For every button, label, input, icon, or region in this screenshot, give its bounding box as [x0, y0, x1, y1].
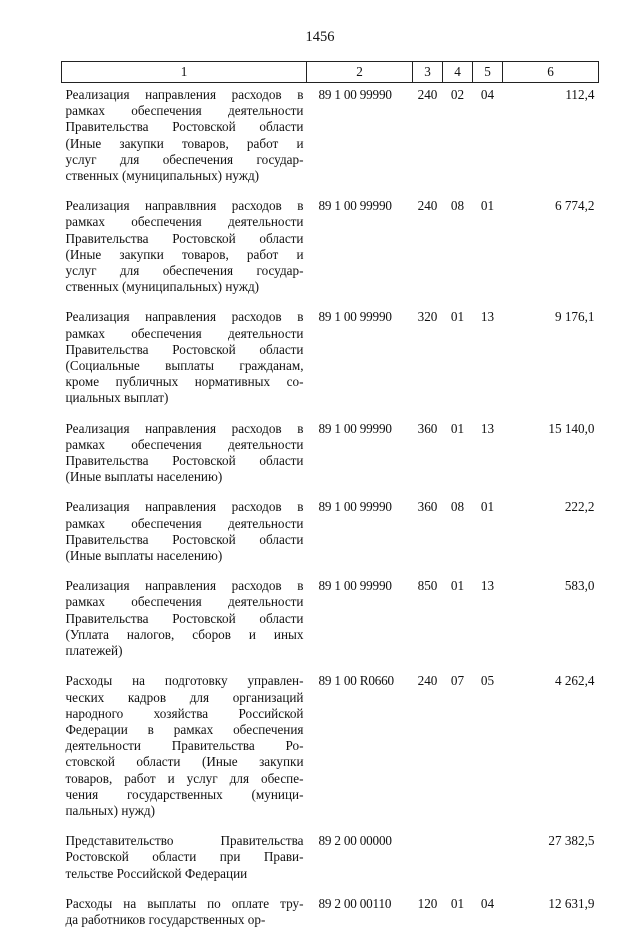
section-code: 01 — [443, 305, 473, 406]
section-code: 07 — [443, 669, 473, 819]
subsection-code: 13 — [473, 305, 503, 406]
expense-name-line: Реализация направления расходов в — [66, 421, 304, 437]
row-spacer-cell — [413, 485, 443, 495]
table-body — [62, 83, 599, 928]
expense-type: 360 — [413, 495, 443, 564]
expense-name — [62, 495, 307, 564]
header-col-1: 1 — [62, 62, 307, 83]
expense-name-line: услуг для обеспечения государ- — [66, 152, 304, 168]
amount: 4 262,4 — [503, 669, 599, 819]
amount: 9 176,1 — [503, 305, 599, 406]
row-spacer — [62, 485, 599, 495]
expense-name — [62, 83, 307, 185]
expense-name-line: платежей) — [66, 643, 304, 659]
expense-type: 240 — [413, 669, 443, 819]
row-spacer-cell — [307, 295, 413, 305]
row-spacer-cell — [307, 819, 413, 829]
row-spacer-cell — [503, 819, 599, 829]
expense-name-line: (Иные закупки товаров, работ и — [66, 136, 304, 152]
amount: 27 382,5 — [503, 829, 599, 882]
row-spacer-cell — [307, 564, 413, 574]
row-spacer-cell — [413, 659, 443, 669]
row-spacer-cell — [473, 407, 503, 417]
budget-table — [61, 61, 599, 928]
row-spacer-cell — [443, 819, 473, 829]
row-spacer-cell — [473, 882, 503, 892]
row-spacer-cell — [307, 882, 413, 892]
expense-name-line: (Иные закупки товаров, работ и — [66, 247, 304, 263]
expense-name-line: Ростовской области при Прави- — [66, 849, 304, 865]
table-row — [62, 417, 599, 486]
row-spacer-cell — [443, 485, 473, 495]
expense-name — [62, 829, 307, 882]
expense-name — [62, 417, 307, 486]
table-row — [62, 892, 599, 928]
row-spacer-cell — [307, 659, 413, 669]
row-spacer-cell — [62, 819, 307, 829]
expense-name-line: рамках обеспечения деятельности — [66, 103, 304, 119]
amount: 12 631,9 — [503, 892, 599, 928]
expense-name-line: кроме публичных нормативных со- — [66, 374, 304, 390]
table-row — [62, 83, 599, 185]
target-code: 89 1 00 99990 — [307, 305, 413, 406]
row-spacer-cell — [62, 407, 307, 417]
table-row — [62, 305, 599, 406]
expense-name-line: Правительства Ростовской области — [66, 231, 304, 247]
expense-name-line: деятельности Правительства Ро- — [66, 738, 304, 754]
section-code: 01 — [443, 417, 473, 486]
amount: 112,4 — [503, 83, 599, 185]
amount: 15 140,0 — [503, 417, 599, 486]
row-spacer-cell — [413, 882, 443, 892]
expense-name-line: (Иные выплаты населению) — [66, 548, 304, 564]
target-code: 89 1 00 R0660 — [307, 669, 413, 819]
expense-type: 850 — [413, 574, 443, 659]
section-code: 01 — [443, 574, 473, 659]
expense-name-line: рамках обеспечения деятельности — [66, 326, 304, 342]
row-spacer-cell — [473, 819, 503, 829]
expense-name-line: (Уплата налогов, сборов и иных — [66, 627, 304, 643]
expense-name-line: ственных (муниципальных) нужд) — [66, 279, 304, 295]
row-spacer — [62, 882, 599, 892]
subsection-code: 05 — [473, 669, 503, 819]
row-spacer-cell — [473, 485, 503, 495]
subsection-code: 13 — [473, 574, 503, 659]
expense-type: 320 — [413, 305, 443, 406]
expense-name-line: услуг для обеспечения государ- — [66, 263, 304, 279]
table-header-row — [62, 62, 599, 83]
target-code: 89 2 00 00000 — [307, 829, 413, 882]
expense-name-line: ственных (муниципальных) нужд) — [66, 168, 304, 184]
row-spacer-cell — [443, 659, 473, 669]
expense-type: 360 — [413, 417, 443, 486]
section-code: 02 — [443, 83, 473, 185]
header-col-4: 4 — [443, 62, 473, 83]
row-spacer-cell — [503, 184, 599, 194]
target-code: 89 1 00 99990 — [307, 495, 413, 564]
row-spacer-cell — [503, 485, 599, 495]
amount: 583,0 — [503, 574, 599, 659]
expense-name — [62, 305, 307, 406]
row-spacer-cell — [413, 564, 443, 574]
expense-name — [62, 574, 307, 659]
expense-name-line: Реализация направления расходов в — [66, 87, 304, 103]
row-spacer-cell — [62, 184, 307, 194]
expense-name-line: пальных) нужд) — [66, 803, 304, 819]
row-spacer-cell — [503, 564, 599, 574]
row-spacer-cell — [413, 184, 443, 194]
expense-name-line: рамках обеспечения деятельности — [66, 594, 304, 610]
amount: 222,2 — [503, 495, 599, 564]
expense-name-line: Расходы на подготовку управлен- — [66, 673, 304, 689]
row-spacer-cell — [473, 659, 503, 669]
header-col-5: 5 — [473, 62, 503, 83]
row-spacer-cell — [307, 485, 413, 495]
expense-name-line: Реализация направления расходов в — [66, 499, 304, 515]
target-code: 89 1 00 99990 — [307, 194, 413, 295]
subsection-code: 01 — [473, 495, 503, 564]
section-code: 08 — [443, 495, 473, 564]
row-spacer-cell — [413, 407, 443, 417]
table-row — [62, 574, 599, 659]
expense-name-line: тельстве Российской Федерации — [66, 866, 304, 882]
section-code — [443, 829, 473, 882]
expense-name-line: да работников государственных ор- — [66, 912, 304, 928]
row-spacer-cell — [503, 407, 599, 417]
row-spacer-cell — [443, 882, 473, 892]
expense-type: 120 — [413, 892, 443, 928]
expense-name — [62, 194, 307, 295]
expense-name-line: Расходы на выплаты по оплате тру- — [66, 896, 304, 912]
header-col-6: 6 — [503, 62, 599, 83]
expense-type — [413, 829, 443, 882]
subsection-code: 04 — [473, 892, 503, 928]
row-spacer-cell — [503, 659, 599, 669]
expense-name-line: рамках обеспечения деятельности — [66, 214, 304, 230]
row-spacer — [62, 184, 599, 194]
expense-name-line: Правительства Ростовской области — [66, 611, 304, 627]
expense-name-line: (Социальные выплаты гражданам, — [66, 358, 304, 374]
row-spacer-cell — [473, 564, 503, 574]
row-spacer-cell — [62, 295, 307, 305]
subsection-code: 01 — [473, 194, 503, 295]
row-spacer-cell — [443, 184, 473, 194]
amount: 6 774,2 — [503, 194, 599, 295]
row-spacer-cell — [62, 659, 307, 669]
expense-type: 240 — [413, 83, 443, 185]
expense-name — [62, 669, 307, 819]
row-spacer-cell — [62, 564, 307, 574]
row-spacer — [62, 819, 599, 829]
target-code: 89 1 00 99990 — [307, 83, 413, 185]
expense-name-line: Реализация направления расходов в — [66, 309, 304, 325]
expense-name-line: (Иные выплаты населению) — [66, 469, 304, 485]
row-spacer — [62, 295, 599, 305]
row-spacer — [62, 564, 599, 574]
table-row — [62, 829, 599, 882]
expense-type: 240 — [413, 194, 443, 295]
row-spacer-cell — [307, 407, 413, 417]
expense-name-line: рамках обеспечения деятельности — [66, 516, 304, 532]
expense-name-line: Реализация направления расходов в — [66, 578, 304, 594]
target-code: 89 1 00 99990 — [307, 574, 413, 659]
row-spacer-cell — [443, 295, 473, 305]
row-spacer-cell — [62, 485, 307, 495]
row-spacer-cell — [443, 407, 473, 417]
table-row — [62, 669, 599, 819]
row-spacer-cell — [413, 819, 443, 829]
expense-name-line: народного хозяйства Российской — [66, 706, 304, 722]
table-row — [62, 194, 599, 295]
section-code: 01 — [443, 892, 473, 928]
subsection-code: 04 — [473, 83, 503, 185]
row-spacer-cell — [62, 882, 307, 892]
expense-name-line: Правительства Ростовской области — [66, 532, 304, 548]
row-spacer — [62, 659, 599, 669]
expense-name-line: чения государственных (муници- — [66, 787, 304, 803]
expense-name-line: Федерации в рамках обеспечения — [66, 722, 304, 738]
row-spacer-cell — [473, 295, 503, 305]
subsection-code: 13 — [473, 417, 503, 486]
header-col-2: 2 — [307, 62, 413, 83]
subsection-code — [473, 829, 503, 882]
expense-name-line: рамках обеспечения деятельности — [66, 437, 304, 453]
row-spacer — [62, 407, 599, 417]
header-col-3: 3 — [413, 62, 443, 83]
expense-name-line: ческих кадров для организаций — [66, 690, 304, 706]
target-code: 89 1 00 99990 — [307, 417, 413, 486]
expense-name-line: Правительства Ростовской области — [66, 119, 304, 135]
section-code: 08 — [443, 194, 473, 295]
row-spacer-cell — [443, 564, 473, 574]
expense-name-line: стовской области (Иные закупки — [66, 754, 304, 770]
row-spacer-cell — [503, 882, 599, 892]
expense-name-line: циальных выплат) — [66, 390, 304, 406]
row-spacer-cell — [307, 184, 413, 194]
expense-name-line: Правительства Ростовской области — [66, 453, 304, 469]
expense-name — [62, 892, 307, 928]
page-number: 1456 — [0, 29, 640, 46]
expense-name-line: Правительства Ростовской области — [66, 342, 304, 358]
expense-name-line: Реализация направлвния расходов в — [66, 198, 304, 214]
row-spacer-cell — [503, 295, 599, 305]
expense-name-line: Представительство Правительства — [66, 833, 304, 849]
expense-name-line: товаров, работ и услуг для обеспе- — [66, 771, 304, 787]
row-spacer-cell — [413, 295, 443, 305]
row-spacer-cell — [473, 184, 503, 194]
table-row — [62, 495, 599, 564]
target-code: 89 2 00 00110 — [307, 892, 413, 928]
